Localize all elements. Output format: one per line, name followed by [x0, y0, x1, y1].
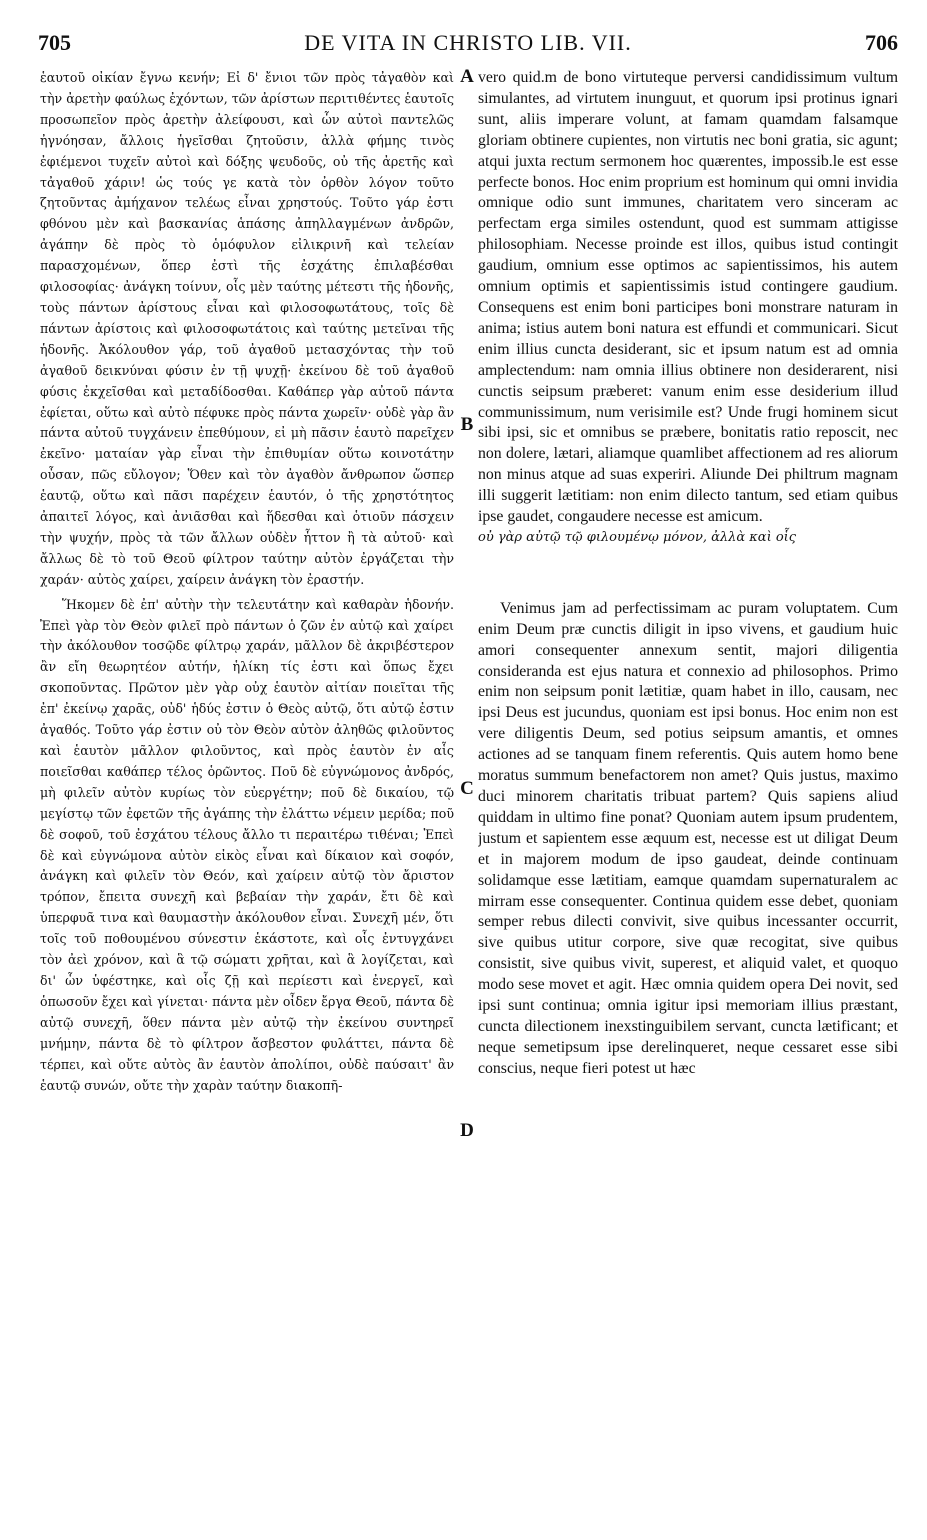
margin-letter-d: D [460, 1120, 474, 1141]
greek-paragraph-2: Ἥκομεν δὲ ἐπ' αὐτὴν τὴν τελευτάτην καὶ καθαρὰν ἡδονήν. Ἐπεὶ γὰρ τὸν Θεὸν φιλεῖ πρὸ πάντων ὁ ζῶν ἐν αὐτῷ καὶ χαίρει τὴν ἀκόλουθον τοσῷδε φίλτρῳ χαράν, μᾶλλον δὲ ἀκριβέστερον ἂν εἴη θεωρητέον αὐτήν, ἡλίκη τίς ἐστι καὶ ὅπως ἔχει σκοποῦντας. Πρῶτον μὲν γὰρ οὐχ ἑαυτὸν αἰτίαν ποιεῖται τῆς ἐπ' ἐκείνῳ χαρᾶς, οὐδ' ἡδύς ἐστιν ὁ Θεὸς αὐτῷ, ὅτι αὐτῷ ἐστιν ἀγαθός. Τοῦτο γάρ ἐστιν οὐ τὸν Θεὸν αὐτὸν ἀληθῶς φιλοῦντος καὶ ἑαυτὸν μᾶλλον φιλοῦντος, καὶ πρὸς ἑαυτὸν ἐν αἷς ποιεῖσθαι καθάπερ τέλος ὁρῶντος. Ποῦ δὲ εὐγνώμονος ἀνδρός, μὴ φιλεῖν αὐτὸν κυρίως τὸν εὐεργέτην; ποῦ δὲ δικαίου, τῷ μεγίστῳ τῶν ἐφετῶν τῆς ἀγάπης τὴν ἐλάττω νέμειν μερίδα; ποῦ δὲ σοφοῦ, τοῦ ἐσχάτου τέλους ἄλλο τι περαιτέρω τιθέναι; Ἐπεὶ δὲ καὶ εὐγνώμονα αὐτὸν εἰκὸς εἶναι καὶ δίκαιον καὶ σοφόν, ἀνάγκη καὶ φιλεῖν τὸν Θεόν, καὶ χαίρειν αὐτῷ τὸν ἄριστον τρόπον, ἔπειτα συνεχῆ καὶ βεβαίαν τὴν χαράν, ἔτι δὲ καὶ ὑπερφυᾶ τινα καὶ θαυμαστὴν ἀκόλουθον εἶναι. Συνεχῆ μέν, ὅτι τοῖς τοῦ ποθουμένου σύνεστιν ἑκάστοτε, καὶ οἷς ἐντυγχάνει τὸν ἀεὶ χρόνον, καὶ ἃ τῷ σώματι χρῆται, καὶ ἃ λογίζεται, καὶ δι' ὧν ὑφέστηκε, καὶ οἷς ζῇ καὶ περίεστι καὶ ἐνεργεῖ, καὶ ὁπωσοῦν ἔχει καὶ γίνεται· πάντα μὲν οἶδεν ἔργα Θεοῦ, πάντα δὲ αὐτῷ συνεχῆ, ὅθεν πάντα μὲν αὐτῷ τὴν ἐκείνου συντηρεῖ μνήμην, πάντα δὲ τὸ φίλτρον ἄσβεστον φυλάττει, πάντα δὲ τέρπει, καὶ οὔτε αὐτὸς ἂν ἑαυτὸν ἀπολίποι, οὐδὲ παύσαιτ' ἂν ἑαυτῷ συνών, οὔτε τὴν χαρὰν ταύτην διακοπῆ- [40, 596, 454, 1093]
latin-paragraph-2: Venimus jam ad perfectissimam ac puram voluptatem. Cum enim Deum præ cunctis diligit in ipso vivens, et gaudium huic amori consequenter annexum sentit, majori diligentia consideranda est ejus natura et connexio ad philosophos. Primo enim non seipsum ponit lætitiæ, quam habet in illo, causam, nec ipsi Deus est jucundus, quoniam est ipsi bonus. Hoc enim non est vere diligentis Deum, sed potius seipsum amantis, et omnes actiones ad se tanquam finem referentis. Quis autem homo bene moratus summum benefactorem non amet? Quis justus, maximo duci minorem charitatis tribuat partem? Quis sapiens aliud quiddam in ultimo fine ponat? Quoniam autem ipsum prudentem, justum et sapientem esse æquum est, necesse est ut diligat Deum et in majorem modum de ipso gaudeat, deinde continuam solidamque esse lætitiam, eamque quamdam supernaturalem ac mirram esse consequenter. Continua quidem esse debet, quoniam semper rebus dilecti convivit, sive quibus incessanter occurrit, sive quibus utitur corpore, sive quæ recogitat, sive quibus consistit, sive quibus vivit, superest, et aliquid valet, et quoquo modo sese movet et agit. Hæc omnia quidem opera Dei novit, sed ipsi sunt continua; omnia igitur ipsi memoriam illius præstant, cuncta dilectionem inexstinguibilem servant, cuncta lætificant; et neque semetipsum ipse derelinqueret, neque cessaret esse sibi conscius, neque fieri potest ut hæc [478, 599, 898, 1077]
running-header [38, 30, 898, 58]
page-number-right: 706 [865, 30, 898, 55]
margin-letter-b: B [460, 414, 474, 435]
running-title: DE VITA IN CHRISTO LIB. VII. [304, 30, 632, 55]
page-number-left: 705 [38, 30, 71, 55]
greek-paragraph-1: ἑαυτοῦ οἰκίαν ἔγνω κενήν; Εἰ δ' ἔνιοι τῶν πρὸς τἀγαθὸν καὶ τὴν ἀρετὴν φαύλως ἐχόντων, τῶν ἀρίστων περιτιθέντες ἑαυτοῖς προσωπεῖον πρὸς ἀρετὴν ἀλείφουσι, καὶ ὧν αὐτοὶ παντελῶς ἠγνόησαν, ἄλλοις ἡγεῖσθαι ζητοῦσιν, ἀλλὰ φήμης τινὸς ἐφιέμενοι τυχεῖν αὐτοὶ καὶ δόξης ψευδοῦς, οὐ τῆς ἀρετῆς καὶ τἀγαθοῦ χάριν! ὡς τούς γε κατὰ τὸν ὀρθὸν λόγον τοῦτο ζητοῦντας ἀμήχανον τελέως εἶναι χρηστούς. Τοῦτο γάρ ἐστι φθόνου μὲν καὶ βασκανίας ἁπάσης ἀπηλλαγμένων ἀνδρῶν, ἀγάπην δὲ πρὸς τὸ ὁμόφυλον εἰλικρινῆ καὶ τελείαν παρασχομένων, ὅπερ ἐστὶ τῆς ἐσχάτης ἐπιλαβέσθαι φιλοσοφίας· ἀνάγκη τοίνυν, οἷς μὲν ταύτης μέτεστι τῆς ἡδονῆς, τοὺς πάντων ἀρίστους εἶναι καὶ φιλοσοφωτάτους, τοῖς δὲ πάντων ἀρίστοις καὶ φιλοσοφωτάτοις καὶ ταύτης μετεῖναι τῆς ἡδονῆς. Ἀκόλουθον γάρ, τοῦ ἀγαθοῦ μετασχόντας τὴν τοῦ ἀγαθοῦ δεικνύναι φύσιν ἐν τῇ ψυχῇ· ἐκείνου δὲ τοῦ ἀγαθοῦ φύσις ἐκχεῖσθαι καὶ μεταδίδοσθαι. Καθάπερ γὰρ αὐτοῦ πάντα ἐφίεται, οὕτω καὶ αὐτὸ πέφυκε πρὸς πάντα χωρεῖν· οὐδὲ γὰρ ἂν πάντα αὐτοῦ τυγχάνειν ἐπεθύμουν, εἰ μὴ πᾶσιν ἑαυτὸ παρεῖχεν ἐκεῖνο· ματαίαν γὰρ εἶναι τὴν ἐπιθυμίαν οὕτω κοινοτάτην οὖσαν, πῶς εὔλογον; Ὅθεν καὶ τὸν ἀγαθὸν ἄνθρωπον ὥσπερ ἑαυτῷ, οὕτω καὶ πᾶσι παρέχειν ἑαυτόν, ὁ τῆς χρηστότητος ἀπαιτεῖ λόγος, καὶ ἀνιᾶσθαι καὶ ἥδεσθαι καὶ ὁτιοῦν πάσχειν τὴν ψυχήν, πρὸς τὰ τῶν ἄλλων οὐδὲν ἧττον ἢ τὰ αὐτοῦ· καὶ ἄλλως δὲ τὸ τοῦ Θεοῦ φίλτρον ταύτην αὐτὸν ἐργάζεται τὴν χαράν· αὐτὸς χαίρει, χαίρειν ἀνάγκη τὸν ἐραστήν. [40, 70, 454, 587]
latin-paragraph-1: vero quid.m de bono virtuteque perversi candidissimum vultum simulantes, ad virtutem inunguut, et quorum ipsi protinus ignari sunt, aliis imperare volunt, at famam quamdam falsamque gloriam obtinere cupientes, non virtutis nec boni gratia, sic agunt; atqui juxta rectum sermonem hoc quærentes, impossib.le est esse perfecte bonos. Hoc enim proprium est hominum qui omni invidia omnique odio sunt immunes, charitatem vero sinceram ac perfectam erga similes ostendunt, quod est summam attigisse philosophiam. Necesse proinde est illos, quibus istud contingit gaudium, omnium esse optimos ac sapientissimos, his autem omnium optimis et sapientissimis istud contingere gaudium. Consequens est enim boni participes boni monstrare naturam in anima; istius autem boni natura est effundi et communicari. Sicut enim illius cuncta desiderant, sic et ipsum natum est ad omnia amplectendum: nam omnia illius obtinere non desiderarent, nisi cunctis seipsum præberet: vanum enim esse desiderium illud communissimum, num verisimile est? Unde frugi hominem sicut sibi ipsi, sic et omnibus se præbere, bonitatis ratio reposcit, nec non dolere, lætari, aliamque quamlibet affectionem ad res aliorum non minus atque ad suas experiri. Aliunde Dei philtrum magnam illi suggerit lætitiam: non enim dilecto tantum, sed etiam quibus ipse gaudet, congaudere necesse est amicum. [478, 69, 898, 526]
latin-column [478, 68, 898, 1518]
margin-letter-a: A [460, 66, 474, 87]
greek-column [40, 68, 454, 1518]
margin-letter-c: C [460, 778, 474, 799]
latin-greek-line: οὐ γὰρ αὐτῷ τῷ φιλουμένῳ μόνον, ἀλλὰ καὶ οἷς [478, 529, 797, 545]
